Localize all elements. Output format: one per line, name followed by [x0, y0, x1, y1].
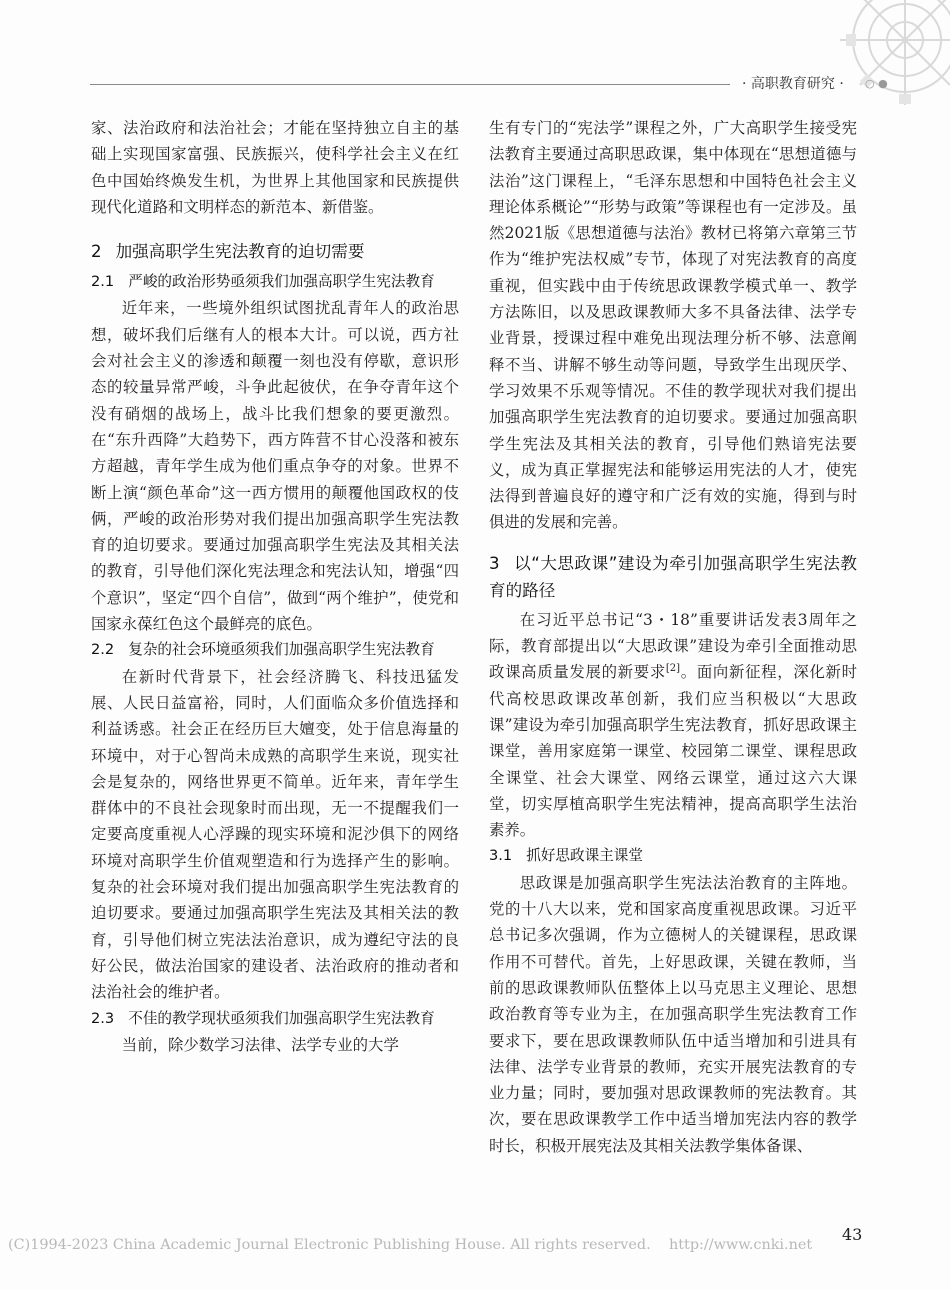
intro-paragraph: 家、法治政府和法治社会；才能在坚持独立自主的基础上实现国家富强、民族振兴，使科学社会主义在红色中国始终焕发生机，为世界上其他国家和民族提供现代化道路和文明样态的新范本、新借鉴。	[91, 119, 459, 216]
paragraph-2-3-continued: 生有专门的“宪法学”课程之外，广大高职学生接受宪法教育主要通过高职思政课，集中体现在“思想道德与法治”这门课程上，“毛泽东思想和中国特色社会主义理论体系概论”“形势与政策”等课程也有一定涉及。虽然2021版《思想道德与法治》教材已将第六章第三节作为“维护宪法权威”专节，体现了对宪法教育的高度重视，但实践中由于传统思政课教学模式单一、教学方法陈旧，以及思政课教师大多不具备法律、法学专业背景，授课过程中难免出现法理分析不够、法意阐释不当、讲解不够生动等问题，导致学生出现厌学、学习效果不乐观等情况。不佳的教学现状对我们提出加强高职学生宪法教育的迫切要求。要通过加强高职学生宪法及其相关法的教育，引导他们熟谙宪法要义，成为真正掌握宪法和能够运用宪法的人才，使宪法得到普遍良好的遵守和广泛有效的实施，得到与时俱进的发展和完善。	[489, 119, 857, 532]
section-number: 3	[489, 553, 500, 573]
subsection-number: 2.2	[91, 641, 115, 659]
subsection-number: 2.1	[91, 273, 115, 291]
section-number: 2	[91, 242, 102, 262]
subsection-3-1-heading	[489, 843, 857, 869]
subsection-title: 复杂的社会环境亟须我们加强高职学生宪法教育	[128, 641, 435, 659]
subsection-title: 不佳的教学现状亟须我们加强高职学生宪法教育	[128, 1009, 435, 1027]
section-title: 以“大思政课”建设为牵引加强高职学生宪法教育的路径	[489, 553, 857, 600]
subsection-title: 严峻的政治形势亟须我们加强高职学生宪法教育	[128, 273, 435, 291]
paragraph-3	[489, 607, 857, 844]
copyright-footer: (C)1994-2023 China Academic Journal Electronic Publishing House. All rights reserved. http://www.cnki.net	[8, 1237, 813, 1253]
running-header: · 高职教育研究 ·	[742, 76, 844, 92]
subsection-number: 2.3	[91, 1009, 115, 1027]
page-number: 43	[842, 1225, 863, 1244]
citation-ref[interactable]: [2]	[665, 663, 681, 675]
paragraph-2-3-start: 当前，除少数学习法律、法学专业的大学	[121, 1035, 399, 1054]
right-column	[489, 115, 857, 1159]
header-rule	[90, 84, 730, 85]
paragraph-2-2: 在新时代背景下，社会经济腾飞、科技迅猛发展、人民日益富裕，同时，人们面临众多价值选择和利益诱惑。社会正在经历巨大嬗变，处于信息海量的环境中，对于心智尚未成熟的高职学生来说，现实社会是复杂的，网络世界更不简单。近年来，青年学生群体中的不良社会现象时而出现，无一不提醒我们一定要高度重视人心浮躁的现实环境和泥沙俱下的网络环境对高职学生价值观塑造和行为选择产生的影响。复杂的社会环境对我们提出加强高职学生宪法教育的迫切要求。要通过加强高职学生宪法及其相关法的教育，引导他们树立宪法法治意识，成为遵纪守法的良好公民，做法治国家的建设者、法治政府的推动者和法治社会的维护者。	[91, 667, 459, 1002]
header-ornament: ○ ●	[865, 77, 888, 90]
subsection-title: 抓好思政课主课堂	[526, 847, 643, 865]
subsection-2-1-heading	[91, 269, 459, 295]
paragraph-3-text: 在习近平总书记“3・18”重要讲话发表3周年之际，教育部提出以“大思政课”建设为牵引全面推动思政课高质量发展的新要求	[489, 610, 857, 682]
subsection-2-2-heading	[91, 637, 459, 663]
section-3-heading	[489, 550, 857, 604]
left-column	[91, 115, 459, 1058]
subsection-2-3-heading	[91, 1006, 459, 1032]
subsection-number: 3.1	[489, 847, 513, 865]
paragraph-2-1: 近年来，一些境外组织试图扰乱青年人的政治思想，破坏我们后继有人的根本大计。可以说，西方社会对社会主义的渗透和颠覆一刻也没有停歇，意识形态的较量异常严峻，斗争此起彼伏，在争夺青年这个没有硝烟的战场上，战斗比我们想象的要更激烈。在“东升西降”大趋势下，西方阵营不甘心没落和被东方超越，青年学生成为他们重点争夺的对象。世界不断上演“颜色革命”这一西方惯用的颠覆他国政权的伎俩，严峻的政治形势对我们提出加强高职学生宪法教育的迫切要求。要通过加强高职学生宪法及其相关法的教育，引导他们深化宪法理念和宪法认知，增强“四个意识”，坚定“四个自信”，做到“两个维护”，使党和国家永葆红色这个最鲜亮的底色。	[91, 299, 459, 634]
paragraph-3-text-cont: 。面向新征程，深化新时代高校思政课改革创新，我们应当积极以“大思政课”建设为牵引加强高职学生宪法教育，抓好思政课主课堂，善用家庭第一课堂、校园第二课堂、课程思政全课堂、社会大课堂、网络云课堂，通过这六大课堂，切实厚植高职学生宪法精神，提高高职学生法治素养。	[489, 663, 857, 840]
section-title: 加强高职学生宪法教育的迫切需要	[115, 242, 365, 262]
paragraph-3-1: 思政课是加强高职学生宪法法治教育的主阵地。党的十八大以来，党和国家高度重视思政课。习近平总书记多次强调，作为立德树人的关键课程，思政课作用不可替代。首先，上好思政课，关键在教师，当前的思政课教师队伍整体上以马克思主义理论、思想政治教育等专业为主，在加强高职学生宪法教育工作要求下，要在思政课教师队伍中适当增加和引进具有法律、法学专业背景的教师，充实开展宪法教育的专业力量；同时，要加强对思政课教师的宪法教育。其次，要在思政课教学工作中适当增加宪法内容的教学时长，积极开展宪法及其相关法教学集体备课、	[489, 873, 857, 1155]
section-2-heading	[91, 239, 459, 265]
